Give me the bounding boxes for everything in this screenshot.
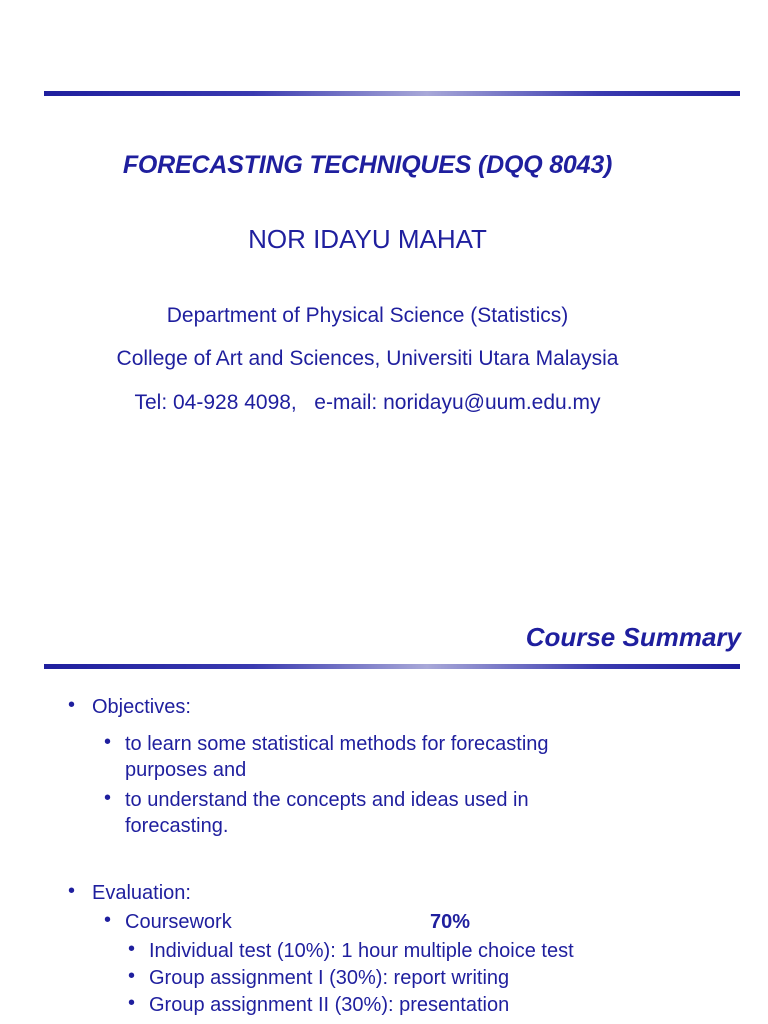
author-name: NOR IDAYU MAHAT: [248, 224, 487, 254]
coursework-label: Coursework: [125, 911, 232, 933]
bullet-icon: •: [104, 909, 112, 931]
coursework-item: Individual test (10%): 1 hour multiple choice test: [149, 940, 574, 962]
heading-rule: [44, 664, 740, 669]
contact-line: Tel: 04-928 4098, e-mail: noridayu@uum.edu.my: [134, 391, 601, 414]
coursework-item: Group assignment II (30%): presentation: [149, 994, 510, 1016]
evaluation-label: Evaluation:: [92, 882, 191, 904]
section-heading: Course Summary: [525, 622, 741, 652]
bullet-icon: •: [68, 880, 76, 902]
coursework-percent: 70%: [430, 911, 471, 933]
course-title: FORECASTING TECHNIQUES (DQQ 8043): [122, 151, 613, 179]
coursework-item: Group assignment I (30%): report writing: [149, 967, 510, 989]
bullet-icon: •: [104, 787, 112, 809]
bullet-icon: •: [128, 992, 136, 1014]
department-line: Department of Physical Science (Statistics): [166, 304, 569, 327]
bullet-icon: •: [128, 938, 136, 960]
objectives-label: Objectives:: [92, 696, 191, 718]
bullet-icon: •: [128, 965, 136, 987]
objective-item: to understand the concepts and ideas used in forecasting.: [125, 789, 529, 837]
bullet-icon: •: [68, 694, 76, 716]
objective-item: to learn some statistical methods for forecasting purposes and: [125, 733, 549, 781]
college-line: College of Art and Sciences, Universiti Utara Malaysia: [116, 347, 619, 370]
bullet-icon: •: [104, 731, 112, 753]
